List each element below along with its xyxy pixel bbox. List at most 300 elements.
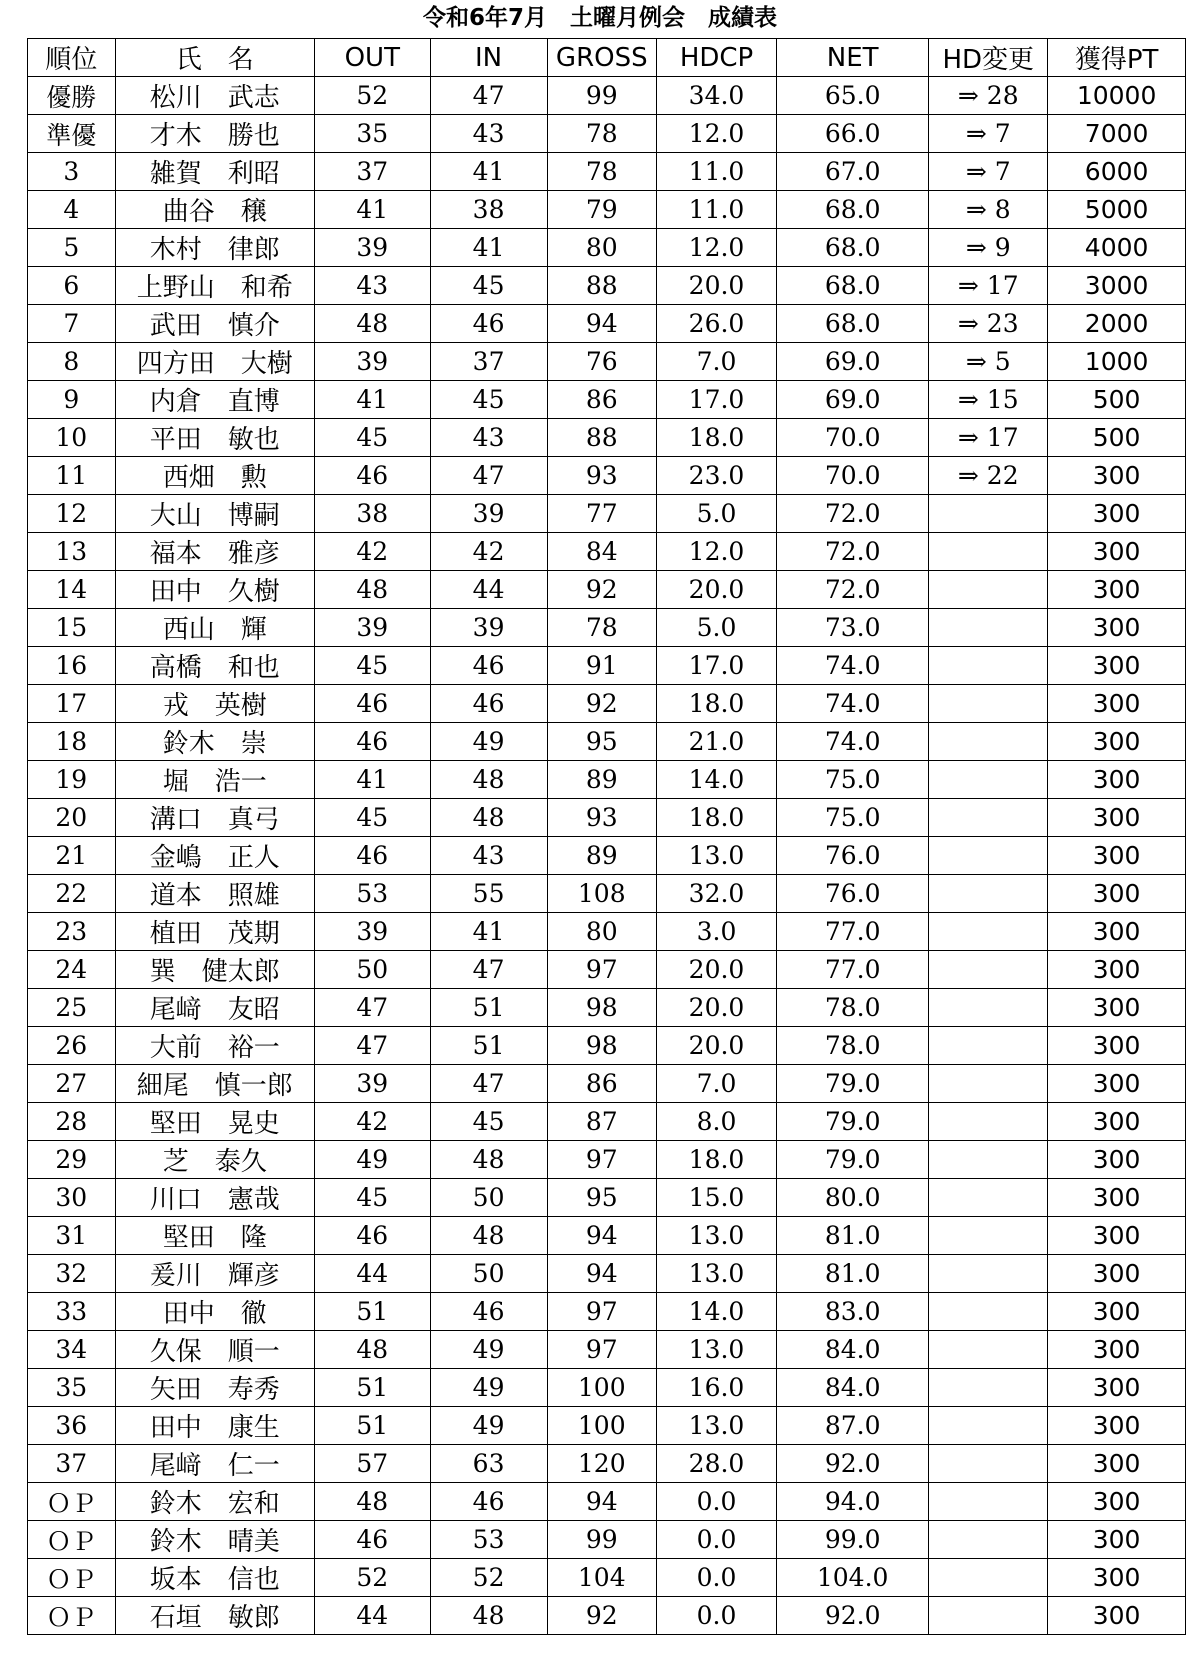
cell-in: 51 [430, 1027, 547, 1065]
cell-gross: 97 [547, 1293, 657, 1331]
cell-in: 39 [430, 495, 547, 533]
cell-in: 53 [430, 1521, 547, 1559]
cell-out: 45 [314, 799, 430, 837]
table-row [28, 1559, 1186, 1597]
cell-name: 植田 茂期 [115, 913, 314, 951]
cell-net: 99.0 [777, 1521, 929, 1559]
cell-gross: 98 [547, 989, 657, 1027]
cell-in: 45 [430, 1103, 547, 1141]
cell-out: 41 [314, 761, 430, 799]
cell-points: 300 [1048, 1521, 1186, 1559]
cell-net: 78.0 [777, 989, 929, 1027]
cell-rank: 35 [28, 1369, 116, 1407]
header-row [28, 39, 1186, 77]
cell-gross: 99 [547, 77, 657, 115]
cell-points: 300 [1048, 1293, 1186, 1331]
cell-net: 70.0 [777, 457, 929, 495]
cell-name: 福本 雅彦 [115, 533, 314, 571]
cell-in: 48 [430, 1597, 547, 1635]
cell-points: 300 [1048, 913, 1186, 951]
cell-net: 92.0 [777, 1597, 929, 1635]
table-row [28, 1179, 1186, 1217]
cell-net: 92.0 [777, 1445, 929, 1483]
cell-hd-change: ⇒ 15 [929, 381, 1048, 419]
cell-hdcp: 0.0 [657, 1483, 777, 1521]
cell-in: 47 [430, 1065, 547, 1103]
cell-out: 48 [314, 305, 430, 343]
table-row [28, 153, 1186, 191]
cell-name: 木村 律郎 [115, 229, 314, 267]
cell-hdcp: 0.0 [657, 1597, 777, 1635]
table-row [28, 647, 1186, 685]
cell-points: 7000 [1048, 115, 1186, 153]
cell-rank: 7 [28, 305, 116, 343]
table-row [28, 381, 1186, 419]
cell-hd-change [929, 1445, 1048, 1483]
cell-net: 77.0 [777, 913, 929, 951]
header-name: 氏 名 [115, 39, 314, 77]
cell-gross: 94 [547, 1483, 657, 1521]
cell-gross: 86 [547, 381, 657, 419]
cell-points: 300 [1048, 875, 1186, 913]
cell-hdcp: 18.0 [657, 799, 777, 837]
cell-hd-change: ⇒ 22 [929, 457, 1048, 495]
header-out: OUT [314, 39, 430, 77]
cell-out: 57 [314, 1445, 430, 1483]
cell-name: 堀 浩一 [115, 761, 314, 799]
cell-hdcp: 8.0 [657, 1103, 777, 1141]
cell-hd-change [929, 1293, 1048, 1331]
cell-rank: 36 [28, 1407, 116, 1445]
cell-hdcp: 14.0 [657, 761, 777, 799]
cell-name: 川口 憲哉 [115, 1179, 314, 1217]
cell-net: 74.0 [777, 723, 929, 761]
cell-net: 87.0 [777, 1407, 929, 1445]
cell-hd-change [929, 533, 1048, 571]
cell-points: 500 [1048, 381, 1186, 419]
cell-name: 才木 勝也 [115, 115, 314, 153]
cell-in: 50 [430, 1179, 547, 1217]
cell-net: 67.0 [777, 153, 929, 191]
cell-in: 51 [430, 989, 547, 1027]
cell-rank: 34 [28, 1331, 116, 1369]
cell-points: 300 [1048, 1103, 1186, 1141]
cell-in: 41 [430, 913, 547, 951]
cell-in: 63 [430, 1445, 547, 1483]
cell-name: 武田 慎介 [115, 305, 314, 343]
cell-rank: 14 [28, 571, 116, 609]
cell-points: 3000 [1048, 267, 1186, 305]
cell-points: 500 [1048, 419, 1186, 457]
cell-out: 47 [314, 989, 430, 1027]
table-row [28, 1369, 1186, 1407]
cell-hd-change [929, 1179, 1048, 1217]
table-row [28, 723, 1186, 761]
cell-points: 300 [1048, 609, 1186, 647]
cell-out: 37 [314, 153, 430, 191]
cell-in: 50 [430, 1255, 547, 1293]
cell-net: 73.0 [777, 609, 929, 647]
cell-hdcp: 15.0 [657, 1179, 777, 1217]
cell-rank: 10 [28, 419, 116, 457]
cell-hdcp: 5.0 [657, 609, 777, 647]
cell-in: 48 [430, 1217, 547, 1255]
cell-hd-change [929, 1141, 1048, 1179]
cell-name: 尾﨑 仁一 [115, 1445, 314, 1483]
cell-gross: 100 [547, 1407, 657, 1445]
cell-name: 芝 泰久 [115, 1141, 314, 1179]
header-gross: GROSS [547, 39, 657, 77]
table-row [28, 495, 1186, 533]
table-row [28, 191, 1186, 229]
cell-hdcp: 34.0 [657, 77, 777, 115]
cell-rank: 28 [28, 1103, 116, 1141]
cell-points: 4000 [1048, 229, 1186, 267]
cell-in: 49 [430, 723, 547, 761]
cell-net: 68.0 [777, 229, 929, 267]
cell-out: 45 [314, 1179, 430, 1217]
cell-net: 69.0 [777, 343, 929, 381]
table-row [28, 837, 1186, 875]
cell-net: 75.0 [777, 761, 929, 799]
cell-in: 45 [430, 381, 547, 419]
table-row [28, 951, 1186, 989]
header-net: NET [777, 39, 929, 77]
cell-hd-change [929, 609, 1048, 647]
cell-rank: 3 [28, 153, 116, 191]
cell-hd-change [929, 1483, 1048, 1521]
cell-out: 51 [314, 1293, 430, 1331]
table-row [28, 305, 1186, 343]
cell-hd-change [929, 989, 1048, 1027]
cell-hd-change [929, 685, 1048, 723]
cell-rank: 25 [28, 989, 116, 1027]
cell-name: 堅田 隆 [115, 1217, 314, 1255]
cell-hd-change [929, 1331, 1048, 1369]
cell-points: 300 [1048, 647, 1186, 685]
cell-rank: 6 [28, 267, 116, 305]
cell-name: 金嶋 正人 [115, 837, 314, 875]
cell-hd-change [929, 1521, 1048, 1559]
cell-rank: 12 [28, 495, 116, 533]
cell-rank: 32 [28, 1255, 116, 1293]
cell-hdcp: 7.0 [657, 1065, 777, 1103]
cell-points: 1000 [1048, 343, 1186, 381]
cell-name: 曲谷 穣 [115, 191, 314, 229]
cell-out: 39 [314, 1065, 430, 1103]
cell-out: 44 [314, 1255, 430, 1293]
cell-hd-change: ⇒ 28 [929, 77, 1048, 115]
table-row [28, 1445, 1186, 1483]
cell-net: 68.0 [777, 305, 929, 343]
cell-name: 田中 徹 [115, 1293, 314, 1331]
cell-points: 300 [1048, 685, 1186, 723]
table-row [28, 115, 1186, 153]
cell-hdcp: 5.0 [657, 495, 777, 533]
cell-rank: 優勝 [28, 77, 116, 115]
cell-hd-change [929, 1559, 1048, 1597]
cell-out: 46 [314, 1521, 430, 1559]
cell-gross: 78 [547, 115, 657, 153]
header-in: IN [430, 39, 547, 77]
cell-out: 51 [314, 1369, 430, 1407]
cell-name: 田中 康生 [115, 1407, 314, 1445]
cell-gross: 95 [547, 723, 657, 761]
cell-points: 300 [1048, 1217, 1186, 1255]
cell-gross: 94 [547, 1217, 657, 1255]
cell-in: 46 [430, 647, 547, 685]
cell-points: 300 [1048, 1179, 1186, 1217]
cell-net: 76.0 [777, 837, 929, 875]
cell-out: 48 [314, 1483, 430, 1521]
cell-name: 四方田 大樹 [115, 343, 314, 381]
cell-in: 46 [430, 1293, 547, 1331]
cell-in: 46 [430, 1483, 547, 1521]
cell-in: 43 [430, 115, 547, 153]
cell-hdcp: 11.0 [657, 191, 777, 229]
cell-out: 42 [314, 533, 430, 571]
cell-out: 53 [314, 875, 430, 913]
cell-in: 55 [430, 875, 547, 913]
cell-gross: 95 [547, 1179, 657, 1217]
cell-name: 鈴木 晴美 [115, 1521, 314, 1559]
cell-in: 48 [430, 1141, 547, 1179]
cell-hd-change: ⇒ 17 [929, 267, 1048, 305]
cell-out: 48 [314, 1331, 430, 1369]
cell-gross: 80 [547, 913, 657, 951]
cell-hdcp: 20.0 [657, 951, 777, 989]
cell-out: 51 [314, 1407, 430, 1445]
cell-name: 坂本 信也 [115, 1559, 314, 1597]
cell-net: 79.0 [777, 1141, 929, 1179]
cell-hdcp: 26.0 [657, 305, 777, 343]
cell-gross: 80 [547, 229, 657, 267]
cell-in: 42 [430, 533, 547, 571]
cell-gross: 100 [547, 1369, 657, 1407]
cell-gross: 92 [547, 685, 657, 723]
table-row [28, 343, 1186, 381]
cell-gross: 91 [547, 647, 657, 685]
cell-in: 43 [430, 837, 547, 875]
cell-gross: 76 [547, 343, 657, 381]
cell-gross: 97 [547, 1331, 657, 1369]
cell-gross: 94 [547, 305, 657, 343]
cell-name: 鈴木 崇 [115, 723, 314, 761]
cell-name: 尾﨑 友昭 [115, 989, 314, 1027]
cell-hd-change [929, 571, 1048, 609]
cell-hd-change [929, 837, 1048, 875]
cell-hdcp: 18.0 [657, 419, 777, 457]
cell-points: 300 [1048, 495, 1186, 533]
cell-out: 39 [314, 609, 430, 647]
cell-out: 49 [314, 1141, 430, 1179]
cell-net: 74.0 [777, 685, 929, 723]
cell-hdcp: 3.0 [657, 913, 777, 951]
header-hdcp: HDCP [657, 39, 777, 77]
cell-in: 43 [430, 419, 547, 457]
cell-hdcp: 11.0 [657, 153, 777, 191]
cell-hd-change: ⇒ 23 [929, 305, 1048, 343]
cell-rank: 15 [28, 609, 116, 647]
cell-points: 300 [1048, 989, 1186, 1027]
cell-rank: 23 [28, 913, 116, 951]
cell-gross: 99 [547, 1521, 657, 1559]
table-row [28, 1293, 1186, 1331]
cell-hdcp: 23.0 [657, 457, 777, 495]
cell-hd-change [929, 647, 1048, 685]
cell-hdcp: 12.0 [657, 115, 777, 153]
table-row [28, 1331, 1186, 1369]
cell-out: 46 [314, 685, 430, 723]
cell-gross: 87 [547, 1103, 657, 1141]
table-row [28, 761, 1186, 799]
cell-rank: ＯＰ [28, 1559, 116, 1597]
cell-name: 矢田 寿秀 [115, 1369, 314, 1407]
cell-points: 2000 [1048, 305, 1186, 343]
cell-hdcp: 0.0 [657, 1559, 777, 1597]
cell-points: 5000 [1048, 191, 1186, 229]
cell-hdcp: 14.0 [657, 1293, 777, 1331]
cell-name: 西畑 勲 [115, 457, 314, 495]
cell-hd-change: ⇒ 9 [929, 229, 1048, 267]
cell-in: 45 [430, 267, 547, 305]
cell-gross: 93 [547, 457, 657, 495]
cell-hd-change [929, 1369, 1048, 1407]
cell-out: 46 [314, 1217, 430, 1255]
cell-rank: 21 [28, 837, 116, 875]
cell-gross: 98 [547, 1027, 657, 1065]
cell-net: 74.0 [777, 647, 929, 685]
cell-gross: 120 [547, 1445, 657, 1483]
cell-rank: 17 [28, 685, 116, 723]
cell-hdcp: 20.0 [657, 989, 777, 1027]
cell-hdcp: 21.0 [657, 723, 777, 761]
cell-rank: 16 [28, 647, 116, 685]
table-row [28, 1027, 1186, 1065]
cell-name: 松川 武志 [115, 77, 314, 115]
cell-hdcp: 18.0 [657, 1141, 777, 1179]
cell-name: 大前 裕一 [115, 1027, 314, 1065]
cell-points: 300 [1048, 799, 1186, 837]
cell-net: 84.0 [777, 1331, 929, 1369]
cell-net: 83.0 [777, 1293, 929, 1331]
cell-out: 46 [314, 457, 430, 495]
cell-hdcp: 32.0 [657, 875, 777, 913]
cell-gross: 88 [547, 267, 657, 305]
cell-in: 41 [430, 229, 547, 267]
cell-out: 39 [314, 913, 430, 951]
cell-net: 81.0 [777, 1217, 929, 1255]
cell-hdcp: 13.0 [657, 1407, 777, 1445]
cell-out: 45 [314, 419, 430, 457]
cell-points: 300 [1048, 1445, 1186, 1483]
cell-gross: 78 [547, 609, 657, 647]
cell-name: 堅田 晃史 [115, 1103, 314, 1141]
cell-rank: 30 [28, 1179, 116, 1217]
table-row [28, 457, 1186, 495]
cell-points: 300 [1048, 1407, 1186, 1445]
table-row [28, 1521, 1186, 1559]
cell-points: 10000 [1048, 77, 1186, 115]
cell-hd-change [929, 1103, 1048, 1141]
cell-name: 溝口 真弓 [115, 799, 314, 837]
table-row [28, 989, 1186, 1027]
cell-name: 大山 博嗣 [115, 495, 314, 533]
cell-rank: ＯＰ [28, 1483, 116, 1521]
cell-gross: 108 [547, 875, 657, 913]
cell-net: 80.0 [777, 1179, 929, 1217]
cell-gross: 92 [547, 571, 657, 609]
header-rank: 順位 [28, 39, 116, 77]
cell-rank: 33 [28, 1293, 116, 1331]
cell-hd-change [929, 1217, 1048, 1255]
header-hd-change: HD変更 [929, 39, 1048, 77]
cell-rank: 4 [28, 191, 116, 229]
cell-out: 39 [314, 229, 430, 267]
cell-net: 76.0 [777, 875, 929, 913]
cell-out: 45 [314, 647, 430, 685]
cell-in: 47 [430, 77, 547, 115]
cell-hdcp: 28.0 [657, 1445, 777, 1483]
table-row [28, 1065, 1186, 1103]
cell-out: 35 [314, 115, 430, 153]
cell-points: 300 [1048, 457, 1186, 495]
cell-out: 52 [314, 77, 430, 115]
cell-hd-change [929, 723, 1048, 761]
cell-gross: 84 [547, 533, 657, 571]
cell-net: 94.0 [777, 1483, 929, 1521]
cell-in: 49 [430, 1407, 547, 1445]
cell-in: 49 [430, 1331, 547, 1369]
cell-gross: 89 [547, 761, 657, 799]
table-row [28, 913, 1186, 951]
cell-hdcp: 17.0 [657, 381, 777, 419]
cell-points: 300 [1048, 1141, 1186, 1179]
cell-name: 鈴木 宏和 [115, 1483, 314, 1521]
cell-gross: 92 [547, 1597, 657, 1635]
cell-in: 46 [430, 305, 547, 343]
cell-out: 44 [314, 1597, 430, 1635]
cell-points: 300 [1048, 761, 1186, 799]
cell-name: 雑賀 利昭 [115, 153, 314, 191]
table-row [28, 875, 1186, 913]
cell-in: 39 [430, 609, 547, 647]
cell-name: 道本 照雄 [115, 875, 314, 913]
table-row [28, 533, 1186, 571]
cell-points: 300 [1048, 1483, 1186, 1521]
table-row [28, 799, 1186, 837]
cell-in: 49 [430, 1369, 547, 1407]
cell-out: 42 [314, 1103, 430, 1141]
cell-net: 65.0 [777, 77, 929, 115]
cell-name: 戎 英樹 [115, 685, 314, 723]
cell-in: 52 [430, 1559, 547, 1597]
table-row [28, 609, 1186, 647]
cell-points: 300 [1048, 951, 1186, 989]
cell-hd-change: ⇒ 7 [929, 115, 1048, 153]
cell-in: 46 [430, 685, 547, 723]
cell-net: 104.0 [777, 1559, 929, 1597]
cell-gross: 77 [547, 495, 657, 533]
table-row [28, 419, 1186, 457]
cell-name: 平田 敏也 [115, 419, 314, 457]
cell-points: 300 [1048, 571, 1186, 609]
cell-hdcp: 12.0 [657, 533, 777, 571]
cell-rank: 37 [28, 1445, 116, 1483]
cell-hdcp: 16.0 [657, 1369, 777, 1407]
cell-points: 300 [1048, 837, 1186, 875]
cell-hdcp: 13.0 [657, 1217, 777, 1255]
